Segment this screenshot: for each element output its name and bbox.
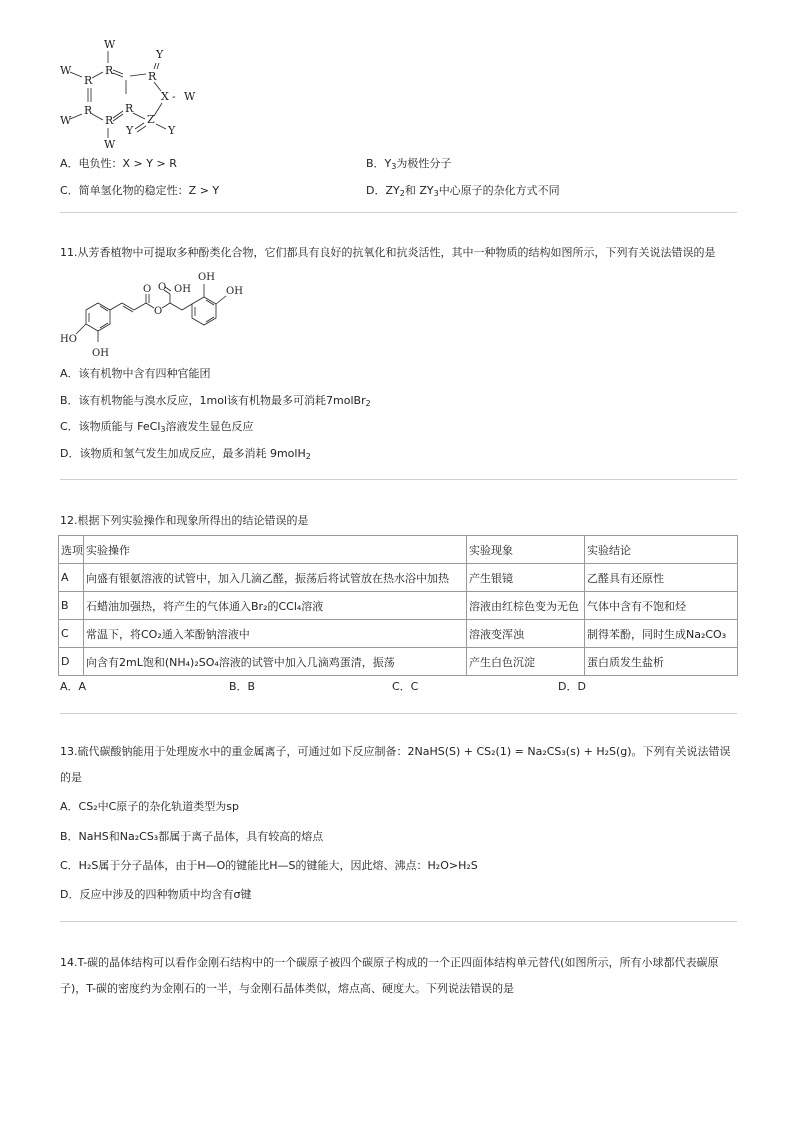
q11-label-oh1: OH [198, 272, 215, 283]
separator-3 [60, 713, 737, 714]
atom-dash: - [172, 90, 176, 103]
atom-r6: R [125, 102, 134, 115]
q11-stem: 11.从芳香植物中可提取多种酚类化合物，它们都具有良好的抗氧化和抗炎活性，其中一种物质的结构如图所示，下列有关说法错误的是 [60, 246, 716, 259]
q14-stem: 14.T-碳的晶体结构可以看作金刚石结构中的一个碳原子被四个碳原子构成的一个正四面体结构单元替代(如图所示，所有小球都代表碳原子)，T-碳的密度约为金刚石的一半，与金刚石晶体类似，熔点高、硬度大。下列说法错误的是 [60, 956, 719, 995]
atom-y-br: Y [168, 124, 176, 137]
atom-w-top: W [104, 38, 116, 51]
q11-option-b [60, 394, 371, 408]
q12-stem: 12.根据下列实验操作和现象所得出的结论错误的是 [60, 514, 309, 527]
atom-w-right: W [184, 90, 196, 103]
q11-option-d-sub: 2 [305, 452, 311, 461]
table-cell: C [59, 620, 84, 648]
separator-1 [60, 212, 737, 213]
q11-label-oh4: OH [92, 348, 109, 359]
table-cell: B [59, 592, 84, 620]
q11-option-c-sub: 3 [160, 425, 166, 434]
q11-label-oh3: OH [174, 284, 191, 295]
q11-label-o2: O [154, 306, 163, 317]
q13-stem: 13.硫代碳酸钠能用于处理废水中的重金属离子，可通过如下反应制备：2NaHS(S) + CS₂(1) = Na₂CS₃(s) + H₂S(g)。下列有关说法错误的是 [60, 745, 731, 784]
atom-r5: R [105, 114, 114, 127]
q11-option-d-text: D．该物质和氢气发生加成反应，最多消耗 9molH [60, 447, 306, 460]
table-cell: 蛋白质发生盐析 [585, 648, 738, 676]
q12-option-b: B．B [229, 680, 256, 693]
table-cell: 产生银镜 [467, 564, 585, 592]
q12-experiment-table [58, 535, 738, 676]
atom-w-left2: W [60, 114, 72, 127]
table-cell: 制得苯酚，同时生成Na₂CO₃ [585, 620, 738, 648]
table-row [59, 592, 738, 620]
q10-structure-diagram [58, 36, 218, 152]
atom-w-left1: W [60, 64, 72, 77]
separator-2 [60, 479, 737, 480]
table-cell: 乙醛具有还原性 [585, 564, 738, 592]
q10-option-c: C．简单氢化物的稳定性：Z > Y [60, 184, 220, 197]
table-cell: 产生白色沉淀 [467, 648, 585, 676]
table-header-cell: 实验现象 [467, 536, 585, 564]
q10-option-b-text: B．Y [366, 157, 392, 170]
table-header-cell: 实验结论 [585, 536, 738, 564]
q11-option-c-text2: 溶液发生显色反应 [165, 420, 254, 433]
q10-option-d-text3: 中心原子的杂化方式不同 [438, 184, 560, 197]
q10-option-a: A．电负性：X > Y > R [60, 157, 177, 170]
q13-option-d: D．反应中涉及的四种物质中均含有σ键 [60, 888, 252, 901]
table-header-row [59, 536, 738, 564]
table-header-cell: 实验操作 [84, 536, 467, 564]
table-cell: 常温下，将CO₂通入苯酚钠溶液中 [84, 620, 467, 648]
table-cell: D [59, 648, 84, 676]
q10-option-b [366, 157, 451, 171]
q11-option-c [60, 420, 254, 434]
atom-r3: R [148, 70, 157, 83]
q10-option-d [366, 184, 560, 198]
q12-option-a: A．A [60, 680, 87, 693]
atom-y-bl: Y [126, 124, 134, 137]
q11-option-d [60, 447, 311, 461]
q10-option-b-text2: 为极性分子 [396, 157, 452, 170]
q11-label-oh2: OH [226, 286, 243, 297]
atom-r2: R [105, 64, 114, 77]
q10-option-d-sub1: 2 [399, 189, 405, 198]
table-row [59, 648, 738, 676]
atom-x: X [161, 90, 169, 103]
table-cell: 向含有2mL饱和(NH₄)₂SO₄溶液的试管中加入几滴鸡蛋清，振荡 [84, 648, 467, 676]
table-header-cell: 选项 [59, 536, 84, 564]
q11-option-b-text: B．该有机物能与溴水反应，1mol该有机物最多可消耗7molBr [60, 394, 366, 407]
q13-option-a: A．CS₂中C原子的杂化轨道类型为sp [60, 800, 239, 813]
q11-structure-diagram [58, 266, 258, 362]
q11-option-b-sub: 2 [365, 399, 371, 408]
q12-option-d: D．D [558, 680, 586, 693]
q13-option-c: C．H₂S属于分子晶体，由于H—O的键能比H—S的键能大，因此熔、沸点：H₂O>H₂S [60, 859, 478, 872]
separator-4 [60, 921, 737, 922]
q12-option-c: C．C [392, 680, 419, 693]
table-cell: 溶液由红棕色变为无色 [467, 592, 585, 620]
atom-r4: R [84, 104, 93, 117]
table-cell: 向盛有银氨溶液的试管中，加入几滴乙醛，振荡后将试管放在热水浴中加热 [84, 564, 467, 592]
table-cell: 气体中含有不饱和烃 [585, 592, 738, 620]
table-row [59, 620, 738, 648]
table-row [59, 564, 738, 592]
q11-label-o3: O [158, 282, 167, 293]
table-cell: 溶液变浑浊 [467, 620, 585, 648]
q11-option-a: A．该有机物中含有四种官能团 [60, 367, 211, 380]
q11-label-ho: HO [60, 334, 77, 345]
atom-z: Z [147, 113, 155, 126]
atom-w-bottom: W [104, 138, 116, 151]
atom-r1: R [84, 74, 93, 87]
q10-option-d-text: D．ZY [366, 184, 400, 197]
atom-y-top: Y [156, 48, 164, 61]
q10-option-b-sub: 3 [391, 162, 397, 171]
table-cell: A [59, 564, 84, 592]
q11-option-c-text: C．该物质能与 FeCl [60, 420, 161, 433]
q13-option-b: B．NaHS和Na₂CS₃都属于离子晶体，具有较高的熔点 [60, 830, 324, 843]
table-cell: 石蜡油加强热，将产生的气体通入Br₂的CCl₄溶液 [84, 592, 467, 620]
q10-option-d-text2: 和 ZY [404, 184, 434, 197]
q11-label-o1: O [143, 284, 152, 295]
q10-option-d-sub2: 3 [433, 189, 439, 198]
